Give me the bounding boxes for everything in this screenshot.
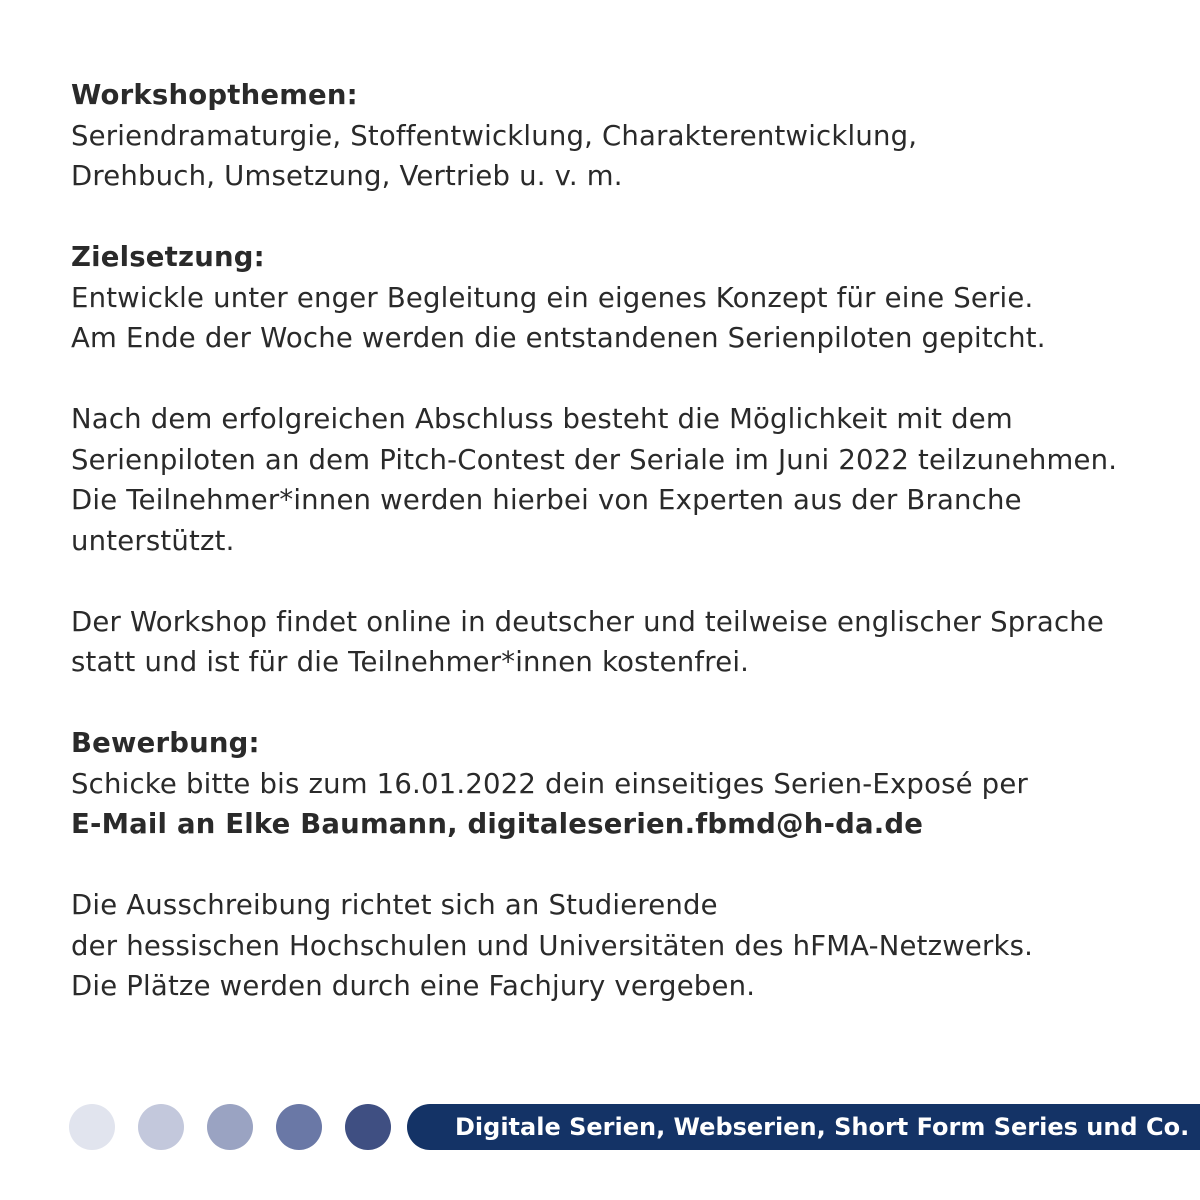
text-line: Entwickle unter enger Begleitung ein eigenes Konzept für eine Serie. bbox=[71, 281, 1034, 314]
decorative-dot bbox=[345, 1104, 391, 1150]
text-line: unterstützt. bbox=[71, 524, 235, 557]
spacer bbox=[71, 561, 1181, 602]
section-language bbox=[71, 602, 1181, 683]
decorative-dot bbox=[69, 1104, 115, 1150]
text-line: statt und ist für die Teilnehmer*innen kostenfrei. bbox=[71, 646, 750, 678]
heading-workshop-themes: Workshopthemen: bbox=[71, 79, 358, 111]
text-line: Drehbuch, Umsetzung, Vertrieb u. v. m. bbox=[71, 160, 623, 192]
text-line: Seriendramaturgie, Stoffentwicklung, Charakterentwicklung, bbox=[71, 119, 918, 152]
heading-goal: Zielsetzung: bbox=[71, 241, 265, 273]
text-line: der hessischen Hochschulen und Universitäten des hFMA-Netzwerks. bbox=[71, 929, 1034, 962]
spacer bbox=[71, 359, 1181, 400]
text-line: Am Ende der Woche werden die entstandenen Serienpiloten gepitcht. bbox=[71, 322, 1046, 354]
spacer bbox=[71, 683, 1181, 724]
contact-prefix: E-Mail an Elke Baumann, bbox=[71, 808, 468, 840]
text-line: Der Workshop findet online in deutscher und teilweise englischer Sprache bbox=[71, 605, 1105, 638]
section-workshop-themes bbox=[71, 75, 1181, 197]
footer-banner-text: Digitale Serien, Webserien, Short Form Series und Co. bbox=[455, 1113, 1190, 1141]
spacer bbox=[71, 197, 1181, 238]
decorative-dot bbox=[138, 1104, 184, 1150]
decorative-dot bbox=[207, 1104, 253, 1150]
footer-banner bbox=[407, 1104, 1200, 1150]
text-line: Die Ausschreibung richtet sich an Studierende bbox=[71, 889, 718, 921]
text-line: Die Plätze werden durch eine Fachjury vergeben. bbox=[71, 970, 756, 1002]
decorative-dot bbox=[276, 1104, 322, 1150]
text-line: Die Teilnehmer*innen werden hierbei von Experten aus der Branche bbox=[71, 484, 1022, 516]
footer bbox=[0, 1100, 1200, 1154]
heading-application: Bewerbung: bbox=[71, 727, 260, 759]
section-application bbox=[71, 723, 1181, 845]
text-line: Serienpiloten an dem Pitch-Contest der Seriale im Juni 2022 teilzunehmen. bbox=[71, 443, 1118, 476]
section-pitch bbox=[71, 399, 1181, 561]
document-body bbox=[71, 75, 1181, 1007]
spacer bbox=[71, 845, 1181, 886]
contact-line bbox=[71, 804, 1181, 845]
section-goal bbox=[71, 237, 1181, 359]
section-eligibility bbox=[71, 885, 1181, 1007]
text-line: Schicke bitte bis zum 16.01.2022 dein einseitiges Serien-Exposé per bbox=[71, 767, 1028, 800]
email-link[interactable]: digitaleserien.fbmd@h-da.de bbox=[467, 808, 924, 840]
text-line: Nach dem erfolgreichen Abschluss besteht die Möglichkeit mit dem bbox=[71, 403, 1013, 435]
